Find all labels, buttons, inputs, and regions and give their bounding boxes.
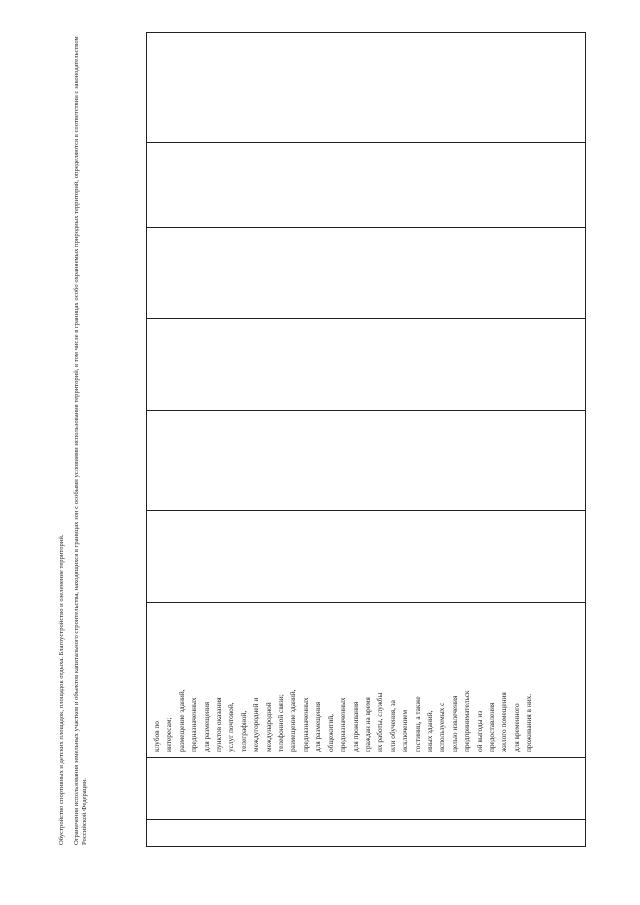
table-divider [147, 410, 585, 411]
cell-line: телефонной связи; [276, 694, 286, 752]
table-divider [147, 510, 585, 511]
cell-line: предпринимательск [462, 690, 472, 752]
cell-line: телеграфной, [238, 710, 248, 752]
cell-line: размещение зданий, [176, 689, 186, 752]
cell-line: для размещения [201, 701, 211, 752]
cell-line: гостиниц, а также [412, 696, 422, 752]
notes-block [58, 35, 96, 845]
cell-line: интересам; [164, 717, 174, 752]
table-divider [147, 142, 585, 143]
cell-line: предназначенных [300, 697, 310, 752]
cell-line: иных зданий, [424, 710, 434, 752]
cell-line: используемых с [437, 702, 447, 752]
cell-line: предназначенных [338, 697, 348, 752]
permitted-use-cell [151, 607, 536, 752]
table-divider [147, 602, 585, 603]
cell-line: проживания в них. [524, 693, 534, 752]
cell-line: для временного [511, 703, 521, 752]
note-landscaping: Обустройство спортивных и детских площадок, площадок отдыха. Благоустройство и озеленение территорий. [58, 534, 65, 845]
table-divider [147, 318, 585, 319]
cell-line: для размещения [313, 701, 323, 752]
cell-line: пунктов оказания [214, 697, 224, 752]
cell-line: клубов по [152, 721, 161, 752]
cell-line: ой выгоды из [474, 710, 484, 752]
cell-line: жилого помещения [499, 692, 509, 752]
cell-line: предназначенных [189, 697, 199, 752]
cell-line: общежитий, [325, 714, 335, 752]
cell-line: целью извлечения [449, 695, 459, 752]
cell-line: международной [263, 702, 273, 752]
table-divider [147, 227, 585, 228]
land-use-table [146, 32, 586, 847]
cell-line: междугородней и [251, 697, 261, 752]
cell-line: предоставления [486, 702, 496, 752]
cell-line: услуг почтовой, [226, 702, 236, 752]
cell-line: размещение зданий, [288, 689, 298, 752]
cell-line: их работы, службы [375, 692, 385, 752]
cell-line: исключением [400, 709, 410, 752]
cell-line: для проживания [350, 701, 360, 752]
note-restrictions: Ограничения использования земельных участков и объектов капитального строительства, находящихся в границах зон с особыми условиями использования территорий, в том числе в границах особо охраняемых природных территорий, определяются в соответствии с законодательством Российской Федерации. [72, 36, 88, 845]
table-divider [147, 819, 585, 820]
cell-line: граждан на время [362, 697, 372, 752]
table-divider [147, 757, 585, 758]
cell-line: или обучения, за [387, 700, 397, 752]
